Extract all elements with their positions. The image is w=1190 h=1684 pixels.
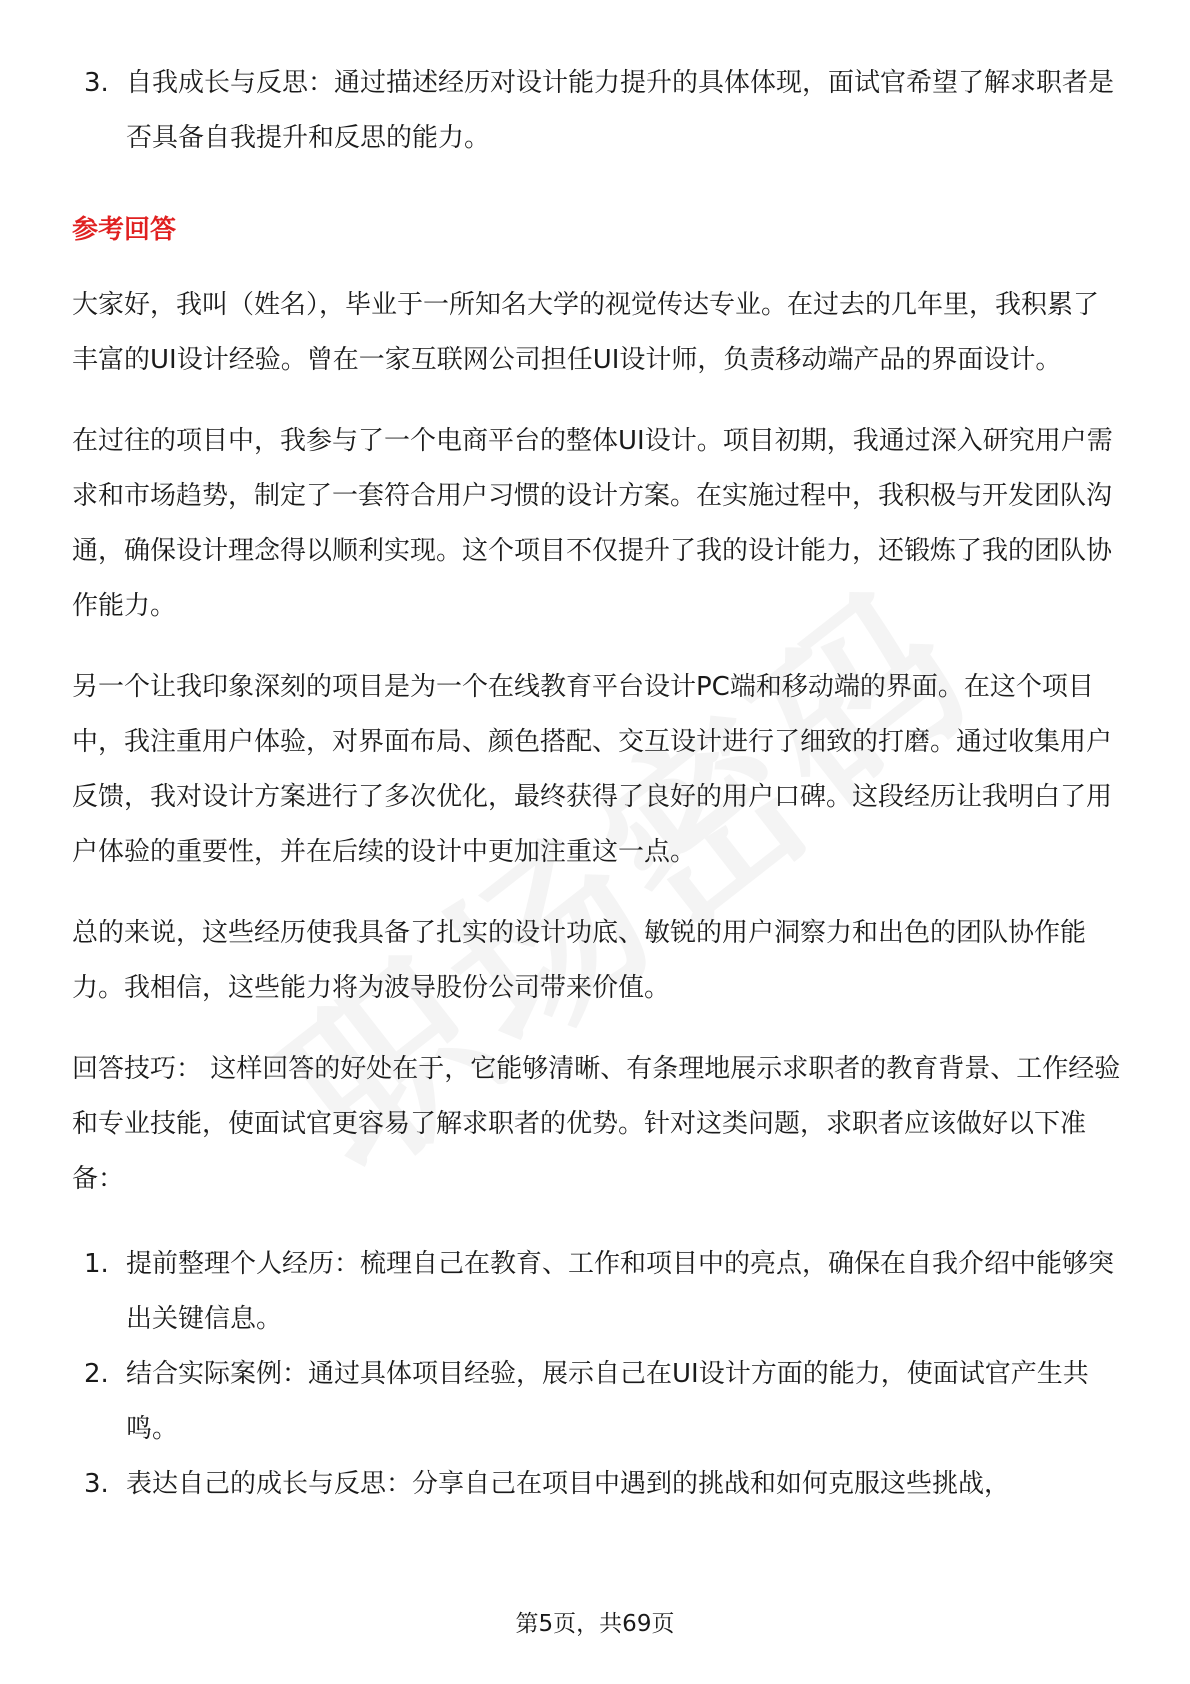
paragraph-ecommerce-project: 在过往的项目中，我参与了一个电商平台的整体UI设计。项目初期，我通过深入研究用户需求和市场趋势，制定了一套符合用户习惯的设计方案。在实施过程中，我积极与开发团队沟通，确保设计理念得以顺利实现。这个项目不仅提升了我的设计能力，还锻炼了我的团队协作能力。 <box>72 426 1113 621</box>
page-footer: 第5页，共69页 <box>515 1611 675 1637</box>
reference-answer-heading: 参考回答 <box>72 215 177 245</box>
list-item <box>72 1237 1122 1347</box>
paragraph-intro: 大家好，我叫（姓名），毕业于一所知名大学的视觉传达专业。在过去的几年里，我积累了丰富的UI设计经验。曾在一家互联网公司担任UI设计师，负责移动端产品的界面设计。 <box>72 290 1100 375</box>
list-item-number: 2. <box>84 1359 109 1389</box>
list-item-text: 表达自己的成长与反思：分享自己在项目中遇到的挑战和如何克服这些挑战， <box>126 1469 1011 1499</box>
list-item-text: 自我成长与反思：通过描述经历对设计能力提升的具体体现，面试官希望了解求职者是否具备自我提升和反思的能力。 <box>126 68 1115 153</box>
tips-list <box>72 1237 1122 1512</box>
list-item-text: 提前整理个人经历：梳理自己在教育、工作和项目中的亮点，确保在自我介绍中能够突出关键信息。 <box>126 1249 1115 1334</box>
list-item-number: 1. <box>84 1249 109 1279</box>
list-item-text: 结合实际案例：通过具体项目经验，展示自己在UI设计方面的能力，使面试官产生共鸣。 <box>126 1359 1089 1444</box>
paragraph-answer-tips: 回答技巧： 这样回答的好处在于，它能够清晰、有条理地展示求职者的教育背景、工作经验和专业技能，使面试官更容易了解求职者的优势。针对这类问题，求职者应该做好以下准备： <box>72 1054 1121 1194</box>
list-item-number: 3. <box>84 1469 109 1499</box>
paragraph-summary: 总的来说，这些经历使我具备了扎实的设计功底、敏锐的用户洞察力和出色的团队协作能力。我相信，这些能力将为波导股份公司带来价值。 <box>72 918 1087 1003</box>
list-item-number: 3. <box>84 68 109 98</box>
list-item <box>72 56 1122 166</box>
list-item <box>72 1347 1122 1457</box>
list-item <box>72 1457 1122 1512</box>
paragraph-education-project: 另一个让我印象深刻的项目是为一个在线教育平台设计PC端和移动端的界面。在这个项目中，我注重用户体验，对界面布局、颜色搭配、交互设计进行了细致的打磨。通过收集用户反馈，我对设计方案进行了多次优化，最终获得了良好的用户口碑。这段经历让我明白了用户体验的重要性，并在后续的设计中更加注重这一点。 <box>72 672 1113 867</box>
page-content <box>72 56 1122 1512</box>
